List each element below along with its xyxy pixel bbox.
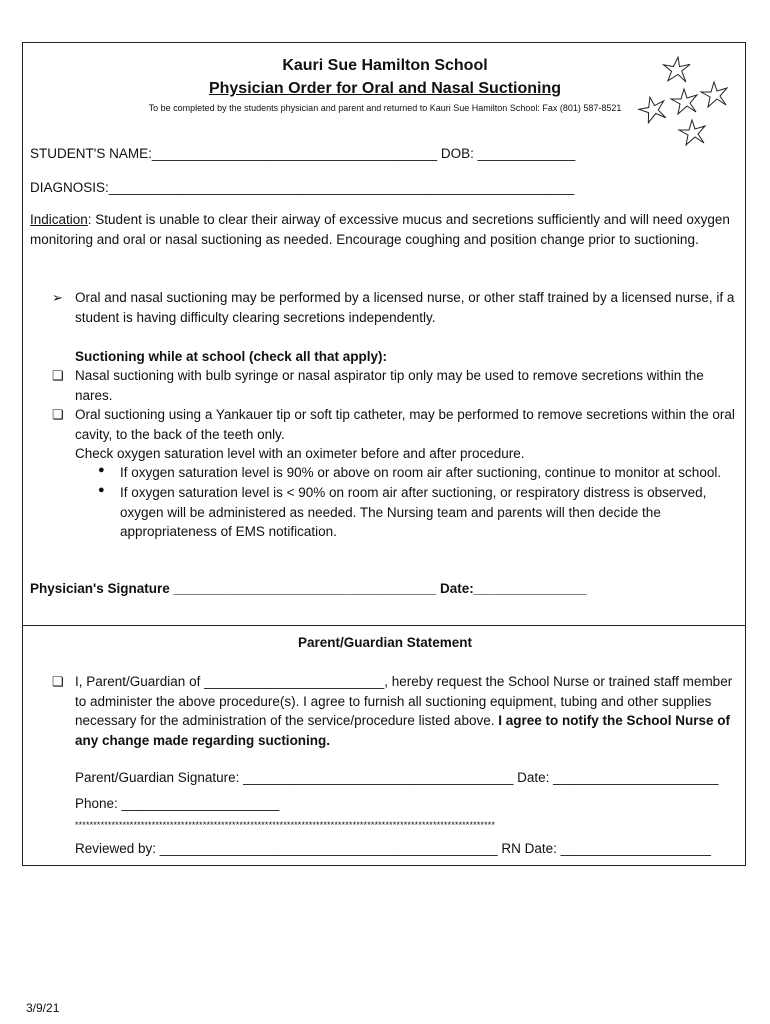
indication-label: Indication [30,212,88,227]
phone-field[interactable]: Phone: _____________________ [75,796,280,811]
oral-checkbox[interactable]: ❏ [52,407,64,422]
oral-option-text: Oral suctioning using a Yankauer tip or soft tip catheter, may be performed to remove secretions within the oral cavity, to the back of the teeth only. [75,407,735,442]
bullet-icon: ● [98,464,105,476]
student-name-field[interactable]: STUDENT'S NAME:______________________________________ DOB: _____________ [30,146,576,161]
oxygen-bullet-1: If oxygen saturation level is 90% or above on room air after suctioning, continue to monitor at school. [120,465,722,480]
parent-statement-bold: I agree to notify the School Nurse of any change made regarding suctioning. [75,713,731,748]
parent-statement-text: I, Parent/Guardian of ________________________, hereby request the School Nurse or trained staff member to administer the above procedure(s). I agree to furnish all suctioning equipment, tubing and other supplies necessary for the administration of the service/procedure listed above. [75,674,733,728]
physician-signature-field[interactable]: Physician's Signature ___________________________________ Date:_______________ [30,581,587,596]
form-title: Physician Order for Oral and Nasal Suctioning [208,80,562,97]
stars-decoration-icon [634,52,734,152]
general-note: Oral and nasal suctioning may be performed by a licensed nurse, or other staff trained by a licensed nurse, if a student is having difficulty clearing secretions independently. [75,290,735,325]
nasal-option-text: Nasal suctioning with bulb syringe or nasal aspirator tip only may be used to remove secretions within the nares. [75,368,704,403]
indication-paragraph [30,210,742,249]
oxygen-bullet-2: If oxygen saturation level is < 90% on room air after suctioning, or respiratory distress is observed, oxygen will be administered as needed. The Nursing team and parents will then decide the appropriateness of EMS notification. [120,485,707,539]
parent-statement [75,672,745,750]
nasal-checkbox[interactable]: ❏ [52,368,64,383]
parent-signature-field[interactable]: Parent/Guardian Signature: ____________________________________ Date: ______________________ [75,770,719,785]
revision-date: 3/9/21 [26,1001,60,1015]
indication-text: : Student is unable to clear their airway of excessive mucus and secretions sufficiently and will need oxygen monitoring and oral or nasal suctioning as needed. Encourage coughing and position change prior to suctioning. [30,212,730,247]
parent-consent-checkbox[interactable]: ❏ [52,674,64,689]
star-icon [661,55,691,84]
reviewed-by-field[interactable]: Reviewed by: _____________________________________________ RN Date: ____________________ [75,841,711,856]
bullet-icon: ● [98,484,105,496]
asterisk-separator: ******************************************************************************************************************* [75,820,496,830]
diagnosis-field[interactable]: DIAGNOSIS:______________________________________________________________ [30,180,575,195]
star-icon [679,120,705,145]
star-icon [637,95,667,124]
section-divider [22,625,746,626]
school-name: Kauri Sue Hamilton School [282,57,488,74]
suctioning-heading: Suctioning while at school (check all that apply): [75,349,388,364]
star-icon [671,89,697,114]
arrow-bullet-icon: ➢ [52,290,63,305]
star-icon [701,82,727,107]
oximeter-note: Check oxygen saturation level with an oximeter before and after procedure. [75,446,525,461]
parent-section-title: Parent/Guardian Statement [297,635,473,650]
form-instructions: To be completed by the students physician and parent and returned to Kauri Sue Hamilton School: Fax (801) 587-8521 [148,103,622,113]
